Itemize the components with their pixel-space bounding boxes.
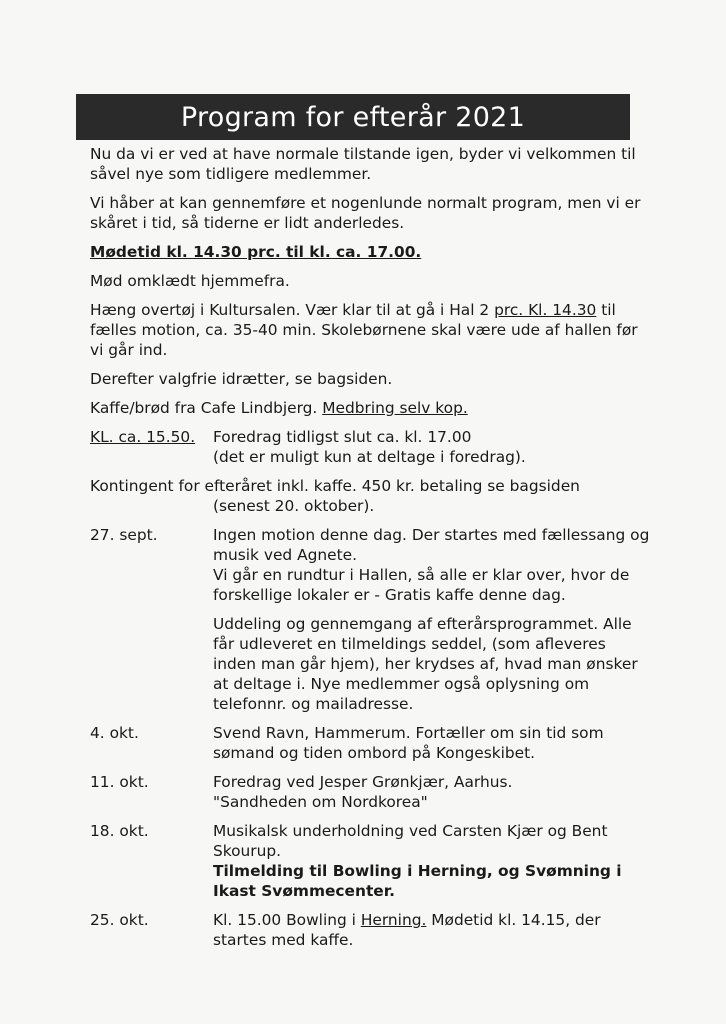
coffee-note-text: Kaffe/brød fra Cafe Lindbjerg. (90, 399, 323, 417)
schedule-row (90, 772, 650, 812)
registration-note: Tilmelding til Bowling i Herning, og Svømning i Ikast Svømmecenter. (213, 862, 622, 900)
schedule-paragraph: Musikalsk underholdning ved Carsten Kjær og Bent Skourup. (213, 822, 608, 860)
fee-line-2: (senest 20. oktober). (213, 497, 375, 515)
schedule-row (90, 525, 650, 714)
page-title: Program for efterår 2021 (76, 94, 630, 140)
lecture-line-1: Foredrag tidligst slut ca. kl. 17.00 (213, 428, 472, 446)
schedule-row (90, 910, 650, 950)
schedule-paragraph: Svend Ravn, Hammerum. Fortæller om sin tid som sømand og tiden ombord på Kongeskibet. (213, 724, 604, 762)
coat-note-text: Hæng overtøj i Kultursalen. Vær klar til at gå i Hal 2 (90, 301, 495, 319)
schedule-paragraph: Foredrag ved Jesper Grønkjær, Aarhus. (213, 773, 513, 791)
schedule-paragraph: "Sandheden om Nordkorea" (213, 793, 428, 811)
lecture-text (213, 427, 650, 467)
fee-note (90, 476, 650, 516)
intro-paragraph-1: Nu da vi er ved at have normale tilstande igen, byder vi velkommen til såvel nye som tidligere medlemmer. (90, 145, 636, 183)
bowling-place: Herning. (360, 911, 427, 929)
program-content (90, 144, 650, 959)
sports-note: Derefter valgfrie idrætter, se bagsiden. (90, 370, 393, 388)
schedule-row (90, 821, 650, 901)
schedule-row (90, 723, 650, 763)
dress-note: Mød omklædt hjemmefra. (90, 272, 290, 290)
schedule-paragraph: Vi går en rundtur i Hallen, så alle er klar over, hvor de forskellige lokaler er - Gratis kaffe denne dag. (213, 566, 630, 604)
schedule-text (213, 772, 650, 812)
coat-note-rest: til fælles motion, ca. 35-40 min. Skolebørnene skal være ude af hallen før vi går ind. (90, 301, 638, 359)
schedule-date: 27. sept. (90, 526, 158, 544)
lecture-row (90, 427, 650, 467)
bowling-rest: Mødetid kl. 14.15, der startes med kaffe. (213, 911, 601, 949)
fee-line-1: Kontingent for efteråret inkl. kaffe. 450 kr. betaling se bagsiden (90, 477, 580, 495)
intro-paragraph-2: Vi håber at kan gennemføre et nogenlunde normalt program, men vi er skåret i tid, så tiderne er lidt anderledes. (90, 194, 641, 232)
schedule-text (213, 821, 650, 901)
schedule-date: 25. okt. (90, 911, 149, 929)
coffee-note (90, 398, 650, 418)
schedule-date: 11. okt. (90, 773, 149, 791)
schedule-paragraph (213, 910, 650, 950)
schedule-text (213, 525, 650, 714)
schedule-date: 18. okt. (90, 822, 149, 840)
bowling-text: Kl. 15.00 Bowling i (213, 911, 361, 929)
schedule-paragraph: Uddeling og gennemgang af efterårsprogrammet. Alle får udleveret en tilmeldings seddel, (som afleveres inden man går hjem), her krydses af, hvad man ønsker at deltage i. Nye medlemmer også oplysning om telefonnr. og mailadresse. (213, 615, 638, 713)
lecture-time: KL. ca. 15.50. (90, 428, 196, 446)
lecture-line-2: (det er muligt kun at deltage i foredrag). (213, 448, 526, 466)
coffee-note-cup: Medbring selv kop. (322, 399, 468, 417)
coat-note-time: prc. Kl. 14.30 (494, 301, 597, 319)
schedule-paragraph: Ingen motion denne dag. Der startes med fællessang og musik ved Agnete. (213, 526, 650, 564)
meeting-time: Mødetid kl. 14.30 prc. til kl. ca. 17.00. (90, 243, 422, 261)
coat-note (90, 300, 650, 360)
schedule-date: 4. okt. (90, 724, 139, 742)
